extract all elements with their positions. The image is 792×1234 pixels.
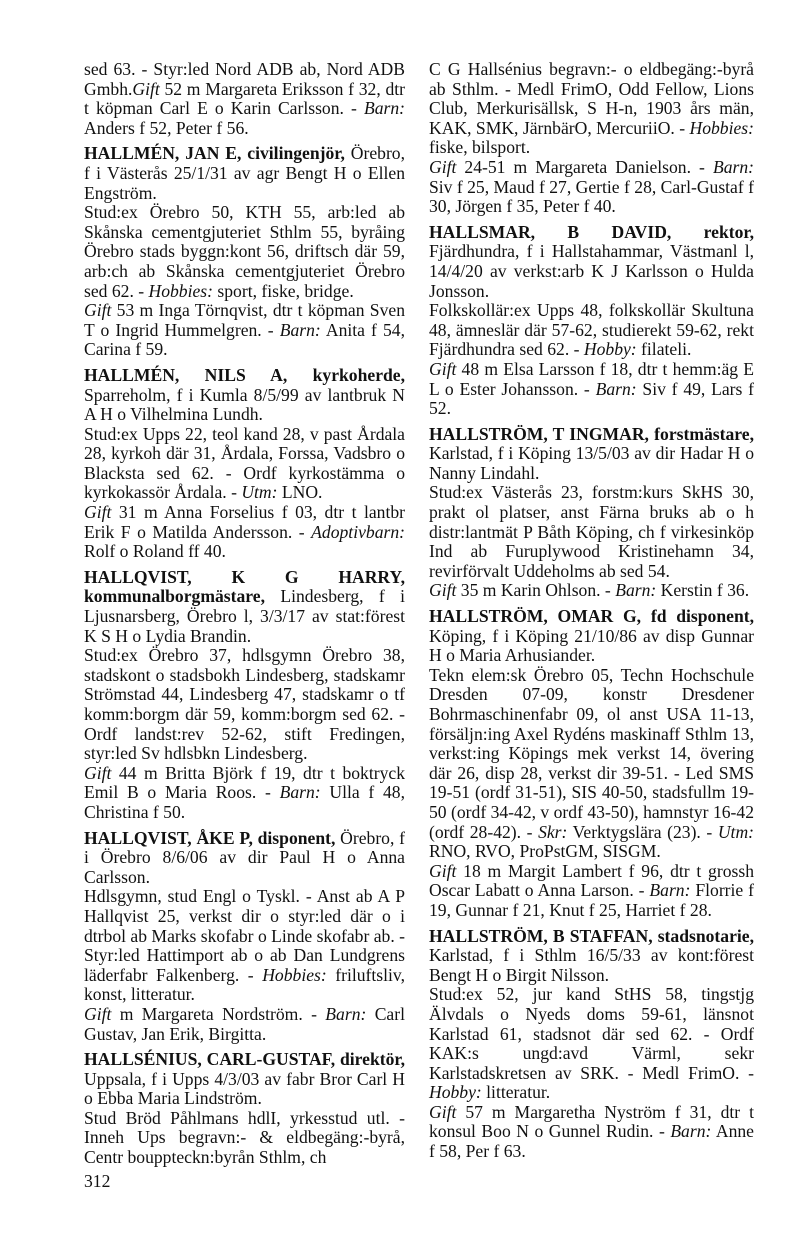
entry-text: Carl Gustav, Jan Erik, Birgitta. [84, 1003, 405, 1044]
entry-text: 31 m Anna Forselius f 03, dtr t lantbr Erik F o Matilda Andersson. - [84, 502, 405, 542]
entry-intro: Örebro, f i Västerås 25/1/31 av agr Bengt H o Ellen Engström. [84, 143, 405, 203]
entry-paragraph [84, 646, 405, 764]
entry-paragraph [429, 360, 754, 419]
left-column [84, 60, 405, 1168]
entry-text: Rolf o Roland ff 40. [84, 541, 226, 562]
entry-intro: Örebro, f i Örebro 8/6/06 av dir Paul H o Anna Carlsson. [84, 827, 405, 887]
field-label: Gift [84, 300, 112, 321]
entry-intro: Köping, f i Köping 21/10/86 av disp Gunnar H o Maria Arhusiander. [429, 625, 754, 666]
entry-intro: Karlstad, f i Köping 13/5/03 av dir Hadar H o Nanny Lindahl. [429, 443, 754, 483]
entry-text: fiske, bilsport. [429, 137, 531, 158]
entry-paragraph [429, 581, 754, 601]
continued-entry [84, 60, 405, 138]
entry-text: Siv f 25, Maud f 27, Gertie f 28, Carl-Gustaf f 30, Jörgen f 35, Peter f 40. [429, 176, 754, 217]
entry-intro: Karlstad, f i Sthlm 16/5/33 av kont:förest Bengt H o Birgit Nilsson. [429, 945, 754, 985]
entry-heading: HALLSTRÖM, OMAR G, fd disponent, [429, 606, 754, 627]
field-label: Hobbies: [148, 280, 213, 301]
field-label: Adoptivbarn: [311, 521, 405, 542]
entry-text: Hdlsgymn, stud Engl o Tyskl. - Anst ab A P Hallqvist 25, verkst dir o styr:led där o i dtrbol ab Marks skofabr o Linde skofabr ab. - Styr:led Hattimport ab o ab Dan Lundgrens läderfabr Falkenberg. - [84, 886, 406, 985]
entry-paragraph [84, 1005, 405, 1044]
entry-paragraph [84, 203, 405, 301]
entry-heading: HALLMÉN, JAN E, civilingenjör, [84, 143, 345, 164]
biography-entry [84, 829, 405, 1045]
entry-text: Ulla f 48, Christina f 50. [84, 782, 405, 822]
entry-paragraph [429, 483, 754, 581]
entry-text: Stud:ex Örebro 37, hdlsgymn Örebro 38, stadskont o stadsbokh Lindesberg, stadskamr Strömstad 44, Lindesberg 47, stadskamr o tf komm:borgm där 59, komm:borgm sed 62. - Ordf landst:rev 52-62, stift Fredingen, styr:led Sv hdlsbkn Lindesberg. [84, 645, 405, 764]
field-label: Barn: [595, 378, 637, 399]
entry-paragraph [84, 503, 405, 562]
entry-text: 48 m Elsa Larsson f 18, dtr t hemm:äg E L o Ester Johansson. - [429, 358, 754, 399]
biography-entry [429, 927, 754, 1162]
entry-text: filateli. [636, 339, 692, 360]
entry-paragraph [429, 862, 754, 921]
entry-paragraph [429, 1103, 754, 1162]
entry-text: 24-51 m Margareta Danielson. - [456, 156, 713, 177]
entry-text: Stud:ex Örebro 50, KTH 55, arb:led ab Skånska cementgjuteriet Sthlm 55, byråing Örebro stads byggn:kont 56, driftsch där 59, arb:ch ab Skånska cementgjuteriet Örebro sed 62. - [84, 202, 405, 301]
biography-entry [429, 607, 754, 921]
entry-text: C G Hallsénius begravn:- o eldbegäng:-byrå ab Sthlm. - Medl FrimO, Odd Fellow, Lions Club, Merkurisällsk, S H-n, 1903 års män, KAK, SMK, JärnbärO, MercuriiO. - [429, 59, 754, 138]
field-label: Gift [84, 1003, 112, 1024]
right-column [429, 60, 754, 1162]
entry-text: 57 m Margaretha Nyström f 31, dtr t konsul Boo N o Gunnel Rudin. - [429, 1101, 754, 1142]
entry-text: Stud:ex Upps 22, teol kand 28, v past Årdala 28, kyrkoh där 31, Årdala, Forssa, Vadsbro o Blacksta sed 62. - Ordf kyrkostämma o kyrkokassör Årdala. - [84, 423, 405, 503]
field-label: Barn: [712, 156, 754, 177]
field-label: Gift [84, 502, 112, 523]
continued-entry [429, 60, 754, 217]
field-label: Barn: [363, 98, 405, 119]
entry-intro: Lindesberg, f i Ljusnarsberg, Örebro l, 3/3/17 av stat:förest K S H o Lydia Brandin. [84, 586, 405, 646]
entry-text: LNO. [277, 482, 323, 503]
entry-text: Stud:ex 52, jur kand StHS 58, tingstjg Älvdals o Nyeds doms 59-61, länsnot Karlstad 61, stadsnot där sed 62. - Ordf KAK:s ungd:avd Värml, sekr Karlstadskretsen av SRK. - Medl FrimO. - [429, 984, 754, 1083]
entry-text: Kerstin f 36. [656, 580, 750, 601]
entry-heading: HALLQVIST, K G HARRY, kommunalborgmästare, [84, 566, 405, 607]
field-label: Gift [429, 1101, 457, 1122]
field-label: Barn: [615, 580, 657, 601]
entry-heading: HALLSTRÖM, B STAFFAN, stadsnotarie, [429, 925, 754, 946]
field-label: Barn: [279, 782, 321, 803]
field-label: Gift [132, 78, 160, 99]
entry-intro: Uppsala, f i Upps 4/3/03 av fabr Bror Carl H o Ebba Maria Lindström. [84, 1068, 405, 1109]
field-label: Hobbies: [689, 117, 754, 138]
field-label: Hobby: [583, 339, 637, 360]
entry-text: 35 m Karin Ohlson. - [456, 580, 616, 601]
entry-intro: Fjärdhundra, f i Hallstahammar, Västmanl l, 14/4/20 av verkst:arb K J Karlsson o Hulda Jonsson. [429, 241, 754, 301]
entry-text: m Margareta Nordström. - [111, 1003, 326, 1024]
entry-text: friluftsliv, konst, litteratur. [84, 964, 405, 1005]
entry-heading: HALLSMAR, B DAVID, rektor, [429, 221, 754, 242]
field-label: Hobby: [429, 1082, 482, 1103]
biography-entry [84, 568, 405, 823]
field-label: Gift [429, 860, 457, 881]
field-label: Utm: [241, 482, 278, 503]
entry-heading: HALLMÉN, NILS A, kyrkoherde, [84, 364, 405, 385]
entry-text: Anne f 58, Per f 63. [429, 1121, 754, 1162]
entry-heading: HALLQVIST, ÅKE P, disponent, [84, 827, 336, 848]
entry-paragraph [84, 425, 405, 503]
entry-text: Stud:ex Västerås 23, forstm:kurs SkHS 30, prakt ol platser, anst Färna bruks ab o h distr:lantmät P Båth Köping, ch f virkesinköp Ind ab Furuplywood Kristinehamn 34, revirförvalt Uddeholms ab sed 54. [429, 482, 754, 581]
entry-heading: HALLSTRÖM, T INGMAR, forstmästare, [429, 423, 754, 444]
field-label: Skr: [538, 821, 568, 842]
entry-paragraph [84, 1109, 405, 1168]
field-label: Utm: [717, 821, 755, 842]
entry-text: Siv f 49, Lars f 52. [429, 378, 755, 419]
entry-paragraph [84, 887, 405, 1005]
entry-text: sport, fiske, bridge. [213, 280, 354, 301]
field-label: Hobbies: [262, 964, 327, 985]
biography-entry [84, 1050, 405, 1168]
entry-text: 53 m Inga Törnqvist, dtr t köpman Sven T o Ingrid Hummelgren. - [84, 300, 405, 340]
field-label: Barn: [670, 1121, 712, 1142]
entry-text: Verktygslära (23). - [567, 821, 718, 842]
biography-entry [429, 425, 754, 601]
field-label: Gift [429, 156, 457, 177]
page-number: 312 [84, 1171, 111, 1191]
entry-text: Florrie f 19, Gunnar f 21, Knut f 25, Harriet f 28. [429, 880, 754, 920]
entry-text: litteratur. [481, 1082, 551, 1103]
field-label: Barn: [649, 880, 691, 901]
entry-heading: HALLSÉNIUS, CARL-GUSTAF, direktör, [84, 1049, 405, 1070]
entry-paragraph [84, 764, 405, 823]
biography-entry [84, 366, 405, 562]
entry-text: Stud Bröd Påhlmans hdlI, yrkesstud utl. - Inneh Ups begravn:- & eldbegäng:-byrå, Centr bouppteckn:byrån Sthlm, ch [84, 1107, 405, 1168]
field-label: Gift [429, 580, 457, 601]
entry-paragraph [429, 666, 754, 862]
entry-text: Anita f 54, Carina f 59. [84, 319, 405, 360]
biography-entry [429, 223, 754, 419]
entry-intro: Sparreholm, f i Kumla 8/5/99 av lantbruk N A H o Vilhelmina Lundh. [84, 384, 405, 425]
field-label: Gift [429, 358, 457, 379]
entry-text: Anders f 52, Peter f 56. [84, 117, 249, 138]
entry-text: RNO, RVO, ProPstGM, SISGM. [429, 841, 661, 862]
entry-text: 52 m Margareta Eriksson f 32, dtr t köpman Carl E o Karin Carlsson. - [84, 78, 405, 119]
field-label: Barn: [325, 1003, 367, 1024]
biography-entry [84, 144, 405, 360]
field-label: Gift [84, 762, 112, 783]
entry-text: Tekn elem:sk Örebro 05, Techn Hochschule Dresden 07-09, konstr Dresdener Bohrmaschinenfabr 09, ol anst USA 11-13, försäljn:ing Axel Rydéns maskinaff Sthlm 13, verkst:ing Köpings mek verkst 14, övering där 26, disp 28, verkst dir 39-51. - Led SMS 19-51 (ordf 31-51), SIS 40-50, stadsfullm 19-50 (ordf 34-42, v ordf 43-50), hamnstyr 16-42 (ordf 28-42). - [429, 664, 754, 842]
entry-text: 18 m Margit Lambert f 96, dtr t grossh Oscar Labatt o Anna Larson. - [429, 860, 754, 901]
entry-paragraph [84, 301, 405, 360]
field-label: Barn: [279, 319, 321, 340]
entry-text: sed 63. - Styr:led Nord ADB ab, Nord ADB Gmbh. [84, 59, 405, 99]
entry-text: 44 m Britta Björk f 19, dtr t boktryck Emil B o Maria Roos. - [84, 762, 405, 803]
entry-paragraph [429, 985, 754, 1103]
entry-text: Folkskollär:ex Upps 48, folkskollär Skultuna 48, ämneslär där 57-62, studierekt 59-62, rekt Fjärdhundra sed 62. - [429, 300, 754, 360]
entry-paragraph [429, 301, 754, 360]
